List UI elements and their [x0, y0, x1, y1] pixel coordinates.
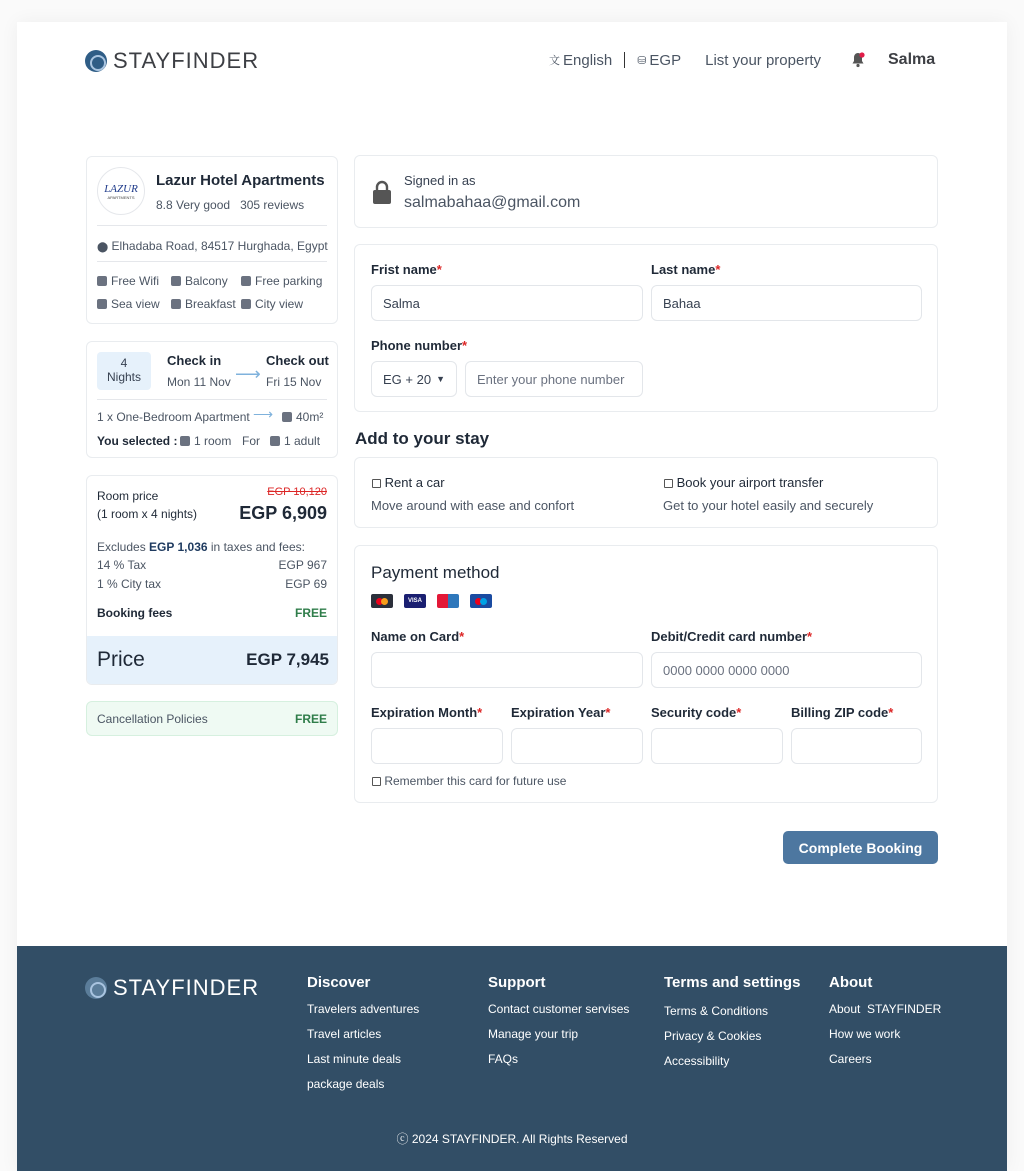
room-price: EGP 6,909	[239, 503, 327, 523]
payment-title: Payment method	[371, 563, 500, 582]
footer-logo[interactable]	[85, 975, 259, 1001]
amenity-wifi	[97, 274, 171, 288]
signed-in-label: Signed in as	[404, 173, 476, 188]
country-code-select[interactable]	[371, 361, 457, 397]
room-type: 1 x One-Bedroom Apartment	[97, 410, 250, 424]
location-pin-icon: ⬤	[97, 242, 109, 253]
card-number-input[interactable]: 0000 0000 0000 0000	[651, 652, 922, 688]
balcony-icon	[171, 276, 181, 286]
phone-label-text: Phone number	[371, 338, 463, 353]
remember-card-checkbox[interactable]	[372, 777, 381, 786]
logo-icon	[85, 977, 107, 999]
first-name-input[interactable]: Salma	[371, 285, 643, 321]
footer-link[interactable]: About STAYFINDER	[829, 1002, 942, 1016]
rent-car-option[interactable]	[372, 475, 445, 490]
guests-text: 1 adult	[284, 434, 321, 448]
security-code-input[interactable]	[651, 728, 783, 764]
amenity-label: Free parking	[255, 274, 323, 288]
footer-link[interactable]: Careers	[829, 1052, 872, 1066]
complete-booking-button[interactable]: Complete Booking	[783, 831, 938, 864]
room-size	[282, 410, 323, 424]
arrow-icon: ⟶	[253, 406, 274, 422]
parking-icon	[241, 276, 251, 286]
amenity-balcony	[171, 274, 241, 288]
exp-year-label: Expiration Year*	[511, 705, 611, 720]
copyright-text: 2024 STAYFINDER. All Rights Reserved	[411, 1132, 628, 1146]
footer-discover	[307, 974, 419, 1091]
amenity-city-view	[241, 297, 331, 311]
tax2-label: 1 % City tax	[97, 577, 162, 591]
hotel-address	[97, 239, 328, 253]
divider	[97, 399, 327, 400]
airport-transfer-desc: Get to your hotel easily and securely	[663, 498, 874, 513]
footer-link[interactable]: Travelers adventures	[307, 1002, 420, 1016]
payment-card	[354, 545, 938, 803]
zip-code-label: Billing ZIP code*	[791, 705, 894, 720]
hotel-logo-text: LAZUR	[104, 182, 138, 195]
remember-card-label: Remember this card for future use	[384, 774, 567, 788]
first-name-label: Frist name*	[371, 262, 442, 277]
footer-about	[829, 974, 941, 1066]
signed-in-email: salmabahaa@gmail.com	[404, 194, 581, 211]
maestro-icon	[470, 594, 492, 608]
signed-in-card	[354, 155, 938, 228]
amex-icon	[437, 594, 459, 608]
language-selector[interactable]: English	[563, 51, 613, 69]
area-icon	[282, 412, 292, 422]
visa-icon: VISA	[404, 594, 426, 608]
amenity-label: Sea view	[111, 297, 160, 311]
logo-icon	[85, 50, 107, 72]
amenity-parking	[241, 274, 331, 288]
wifi-icon	[97, 276, 107, 286]
amenity-label: Balcony	[185, 274, 228, 288]
footer-terms	[664, 974, 800, 1068]
amenity-breakfast	[171, 297, 241, 311]
tax1-label: 14 % Tax	[97, 558, 147, 572]
card-number-label-text: Debit/Credit card number	[651, 629, 808, 644]
hotel-name[interactable]: Lazur Hotel Apartments	[156, 172, 325, 189]
airport-transfer-title: Book your airport transfer	[676, 475, 824, 490]
brand-logo[interactable]	[85, 48, 259, 74]
translate-icon: 文	[549, 55, 560, 67]
card-logos	[371, 594, 492, 608]
footer-link[interactable]: How we work	[829, 1027, 901, 1041]
first-name-label-text: Frist name	[371, 262, 437, 277]
mastercard-icon	[371, 594, 393, 608]
amenity-label: Breakfast	[185, 297, 236, 311]
card-name-label: Name on Card*	[371, 629, 465, 644]
price-card	[86, 475, 338, 685]
tax2-value: EGP 69	[285, 577, 327, 591]
exp-year-label-text: Expiration Year	[511, 705, 606, 720]
hotel-rating	[156, 198, 304, 212]
cancellation-label: Cancellation Policies	[97, 712, 208, 726]
breakfast-icon	[171, 299, 181, 309]
airport-transfer-checkbox[interactable]	[664, 479, 673, 488]
addons-card	[354, 457, 938, 528]
amenity-label: City view	[255, 297, 304, 311]
arrow-icon: ⟶	[235, 364, 261, 384]
checkout-label: Check out	[266, 353, 329, 368]
copyright	[17, 1130, 1007, 1147]
support-title: Support	[488, 974, 546, 991]
currency-selector[interactable]: EGP	[649, 51, 682, 69]
excludes-amount: EGP 1,036	[149, 540, 208, 554]
checkin-date: Mon 11 Nov	[167, 375, 231, 389]
booking-fees-value: FREE	[294, 606, 327, 620]
hotel-logo-sub: APARTMENTS	[107, 194, 135, 200]
guest-details-form	[354, 244, 938, 412]
discover-title: Discover	[307, 974, 371, 991]
amenities-list	[97, 274, 337, 311]
rent-car-desc: Move around with ease and confort	[371, 498, 575, 513]
excludes-post: in taxes and fees:	[210, 540, 305, 554]
footer	[17, 946, 1007, 1171]
list-property-link[interactable]: List your property	[705, 51, 821, 69]
exp-month-label-text: Expiration Month	[371, 705, 478, 720]
footer-link[interactable]: Manage your trip	[488, 1027, 579, 1041]
card-name-input[interactable]	[371, 652, 643, 688]
selected-label: You selected :	[97, 434, 178, 448]
footer-link[interactable]: Accessibility	[664, 1054, 730, 1068]
excludes-pre: Excludes	[97, 540, 146, 554]
card-number-label: Debit/Credit card number*	[651, 629, 813, 644]
hotel-logo	[97, 167, 145, 215]
footer-support	[488, 974, 629, 1066]
stay-card	[86, 341, 338, 458]
footer-link[interactable]: FAQs	[488, 1052, 519, 1066]
terms-title: Terms and settings	[664, 974, 801, 991]
security-code-label-text: Security code	[651, 705, 737, 720]
zip-code-input[interactable]	[791, 728, 922, 764]
rooms-count	[180, 434, 231, 448]
footer-link[interactable]: Last minute deals	[307, 1052, 402, 1066]
user-name[interactable]: Salma	[888, 51, 936, 68]
checkin-label: Check in	[167, 353, 222, 368]
lock-icon	[373, 180, 391, 209]
person-icon	[270, 436, 280, 446]
zip-code-label-text: Billing ZIP code	[791, 705, 889, 720]
total-value: EGP 7,945	[246, 650, 329, 669]
booking-fees-label: Booking fees	[97, 606, 173, 620]
sea-view-icon	[97, 299, 107, 309]
nights-badge	[97, 352, 151, 390]
room-icon	[180, 436, 190, 446]
address-text: Elhadaba Road, 84517 Hurghada, Egypt	[111, 239, 328, 253]
cancellation-value: FREE	[294, 712, 327, 726]
rooms-text: 1 room	[194, 434, 232, 448]
tax1-value: EGP 967	[278, 558, 327, 572]
amenity-sea-view	[97, 297, 171, 311]
footer-link[interactable]: Privacy & Cookies	[664, 1029, 762, 1043]
nights-label: Nights	[106, 370, 141, 384]
review-count[interactable]: 305 reviews	[240, 198, 305, 212]
cancellation-policies[interactable]	[86, 701, 338, 736]
remember-card-option[interactable]	[372, 774, 566, 788]
divider	[97, 261, 327, 262]
amenity-label: Free Wifi	[111, 274, 159, 288]
divider	[97, 225, 327, 226]
room-size-text: 40m²	[296, 410, 324, 424]
nights-number: 4	[120, 356, 128, 370]
guests-count	[270, 434, 320, 448]
hotel-card	[86, 156, 338, 324]
footer-link[interactable]: Travel articles	[307, 1027, 382, 1041]
last-name-label-text: Last name	[651, 262, 716, 277]
top-nav	[549, 51, 821, 69]
exp-month-input[interactable]	[371, 728, 503, 764]
add-to-stay-title: Add to your stay	[355, 429, 490, 448]
footer-brand: STAYFINDER	[113, 975, 260, 1000]
phone-input[interactable]: Enter your phone number	[465, 361, 643, 397]
currency-icon: ⛁	[637, 54, 647, 67]
old-price: EGP 10,120	[267, 486, 327, 498]
excludes-text	[97, 540, 305, 554]
airport-transfer-option[interactable]	[664, 475, 823, 490]
exp-year-input[interactable]	[511, 728, 643, 764]
total-label: Price	[97, 648, 145, 671]
security-code-label: Security code*	[651, 705, 742, 720]
for-label: For	[242, 434, 260, 448]
about-title: About	[829, 974, 873, 991]
total-price-bar	[87, 636, 338, 685]
city-view-icon	[241, 299, 251, 309]
chevron-down-icon: ▼	[436, 374, 445, 384]
phone-label: Phone number*	[371, 338, 468, 353]
card-name-label-text: Name on Card	[371, 629, 460, 644]
brand-name: STAYFINDER	[113, 48, 260, 73]
copyright-icon: ⓒ	[396, 1132, 409, 1146]
rent-car-checkbox[interactable]	[372, 479, 381, 488]
room-price-detail: (1 room x 4 nights)	[97, 507, 198, 521]
footer-link[interactable]: package deals	[307, 1077, 385, 1091]
country-code-value: EG + 20	[383, 371, 432, 387]
footer-link[interactable]: Terms & Conditions	[664, 1004, 769, 1018]
rent-car-title: Rent a car	[384, 475, 445, 490]
exp-month-label: Expiration Month*	[371, 705, 483, 720]
nav-divider	[624, 52, 625, 68]
checkout-date: Fri 15 Nov	[266, 375, 322, 389]
last-name-label: Last name*	[651, 262, 721, 277]
room-price-label: Room price	[97, 489, 159, 503]
bell-icon[interactable]	[851, 52, 865, 68]
last-name-input[interactable]: Bahaa	[651, 285, 922, 321]
rating-score: 8.8 Very good	[156, 198, 231, 212]
footer-link[interactable]: Contact customer servises	[488, 1002, 630, 1016]
